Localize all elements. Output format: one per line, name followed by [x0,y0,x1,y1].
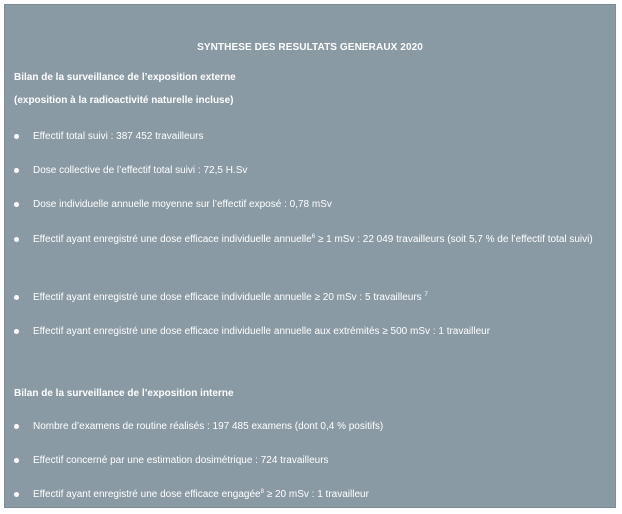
item-text [33,228,605,251]
item-text: Effectif concerné par une estimation dosimétrique : 724 travailleurs [33,455,329,466]
bullet-icon [14,237,19,242]
footnote-ref: 6 [311,234,316,240]
bullet-icon [14,492,19,497]
summary-panel [4,4,616,508]
item-text: Dose individuelle annuelle moyenne sur l’effectif exposé : 0,78 mSv [33,199,332,210]
bullet-icon [14,168,19,173]
external-item-total [14,125,605,148]
item-text: Dose collective de l’effectif total suivi : 72,5 H.Sv [33,165,248,176]
external-heading: Bilan de la surveillance de l’exposition externe [14,72,236,83]
footnote-ref: 7 [424,292,428,298]
external-item-collective-dose [14,159,605,182]
internal-item-estimation [14,449,605,472]
external-item-mean-dose [14,193,605,216]
internal-item-exams [14,415,605,438]
bullet-icon [14,134,19,139]
item-text-start: Effectif ayant enregistré une dose efficace individuelle annuelle [33,234,312,245]
summary-title: SYNTHESE DES RESULTATS GENERAUX 2020 [197,42,423,53]
internal-item-committed-dose [14,483,605,506]
external-item-extremities [14,320,605,343]
bullet-icon [14,458,19,463]
external-item-over-1msv [14,228,605,251]
item-text: Effectif total suivi : 387 452 travailleurs [33,131,204,142]
item-text: Nombre d’examens de routine réalisés : 197 485 examens (dont 0,4 % positifs) [33,421,384,432]
item-text-end: ≥ 20 mSv : 1 travailleur [263,489,369,500]
bullet-icon [14,424,19,429]
item-text-end: ≥ 1 mSv : 22 049 travailleurs (soit 5,7 % de l’effectif total suivi) [315,234,593,245]
bullet-icon [14,329,19,334]
external-item-over-20msv [14,286,605,309]
footnote-ref: 8 [260,489,264,495]
external-subheading: (exposition à la radioactivité naturelle incluse) [14,95,234,106]
internal-heading: Bilan de la surveillance de l’exposition interne [14,388,234,399]
item-text [33,483,605,506]
bullet-icon [14,202,19,207]
bullet-icon [14,295,19,300]
item-text-start: Effectif ayant enregistré une dose efficace engagée [33,489,261,500]
item-text-start: Effectif ayant enregistré une dose efficace individuelle annuelle ≥ 20 mSv : 5 travailleurs [33,292,425,303]
item-text: Effectif ayant enregistré une dose efficace individuelle annuelle aux extrémités ≥ 500 mSv : 1 travailleur [33,326,491,337]
item-text [33,286,605,309]
